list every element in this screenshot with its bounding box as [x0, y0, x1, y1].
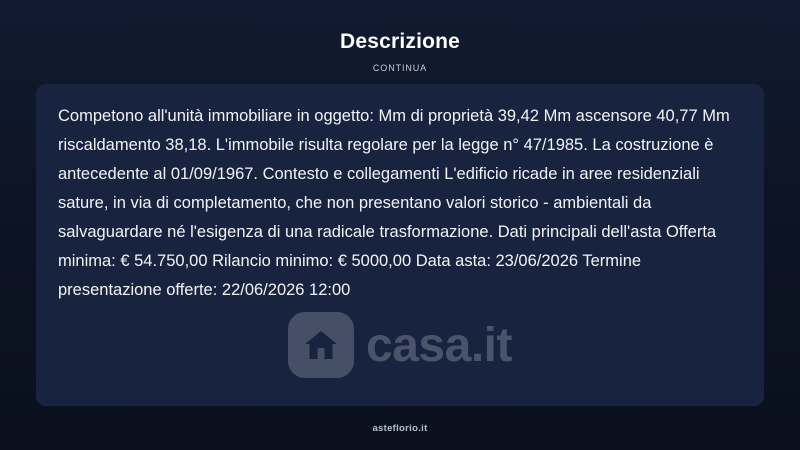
- watermark-text: casa.it: [366, 318, 512, 372]
- description-card-body: [36, 84, 764, 305]
- description-text: Competono all'unità immobiliare in oggetto: Mm di proprietà 39,42 Mm ascensore 40,77 Mm riscaldamento 38,18. L'immobile risulta regolare per la legge n° 47/1985. La costruzione è antecedente al 01/09/1967. Contesto e collegamenti L'edificio ricade in aree residenziali sature, in via di completamento, che non presentano valori storico - ambientali da salvaguardare né l'esigenza di una radicale trasformazione. Dati principali dell'asta Offerta minima: € 54.750,00 Rilancio minimo: € 5000,00 Data asta: 23/06/2026 Termine presentazione offerte: 22/06/2026 12:00: [58, 107, 735, 299]
- page-header: [0, 0, 800, 73]
- house-icon: [288, 312, 354, 378]
- footer-site-label: asteflorio.it: [372, 423, 428, 434]
- page-footer: [0, 418, 800, 436]
- description-card: [36, 84, 764, 406]
- casa-it-watermark: [36, 312, 764, 378]
- page-title: Descrizione: [339, 30, 461, 53]
- continue-label[interactable]: CONTINUA: [372, 63, 428, 73]
